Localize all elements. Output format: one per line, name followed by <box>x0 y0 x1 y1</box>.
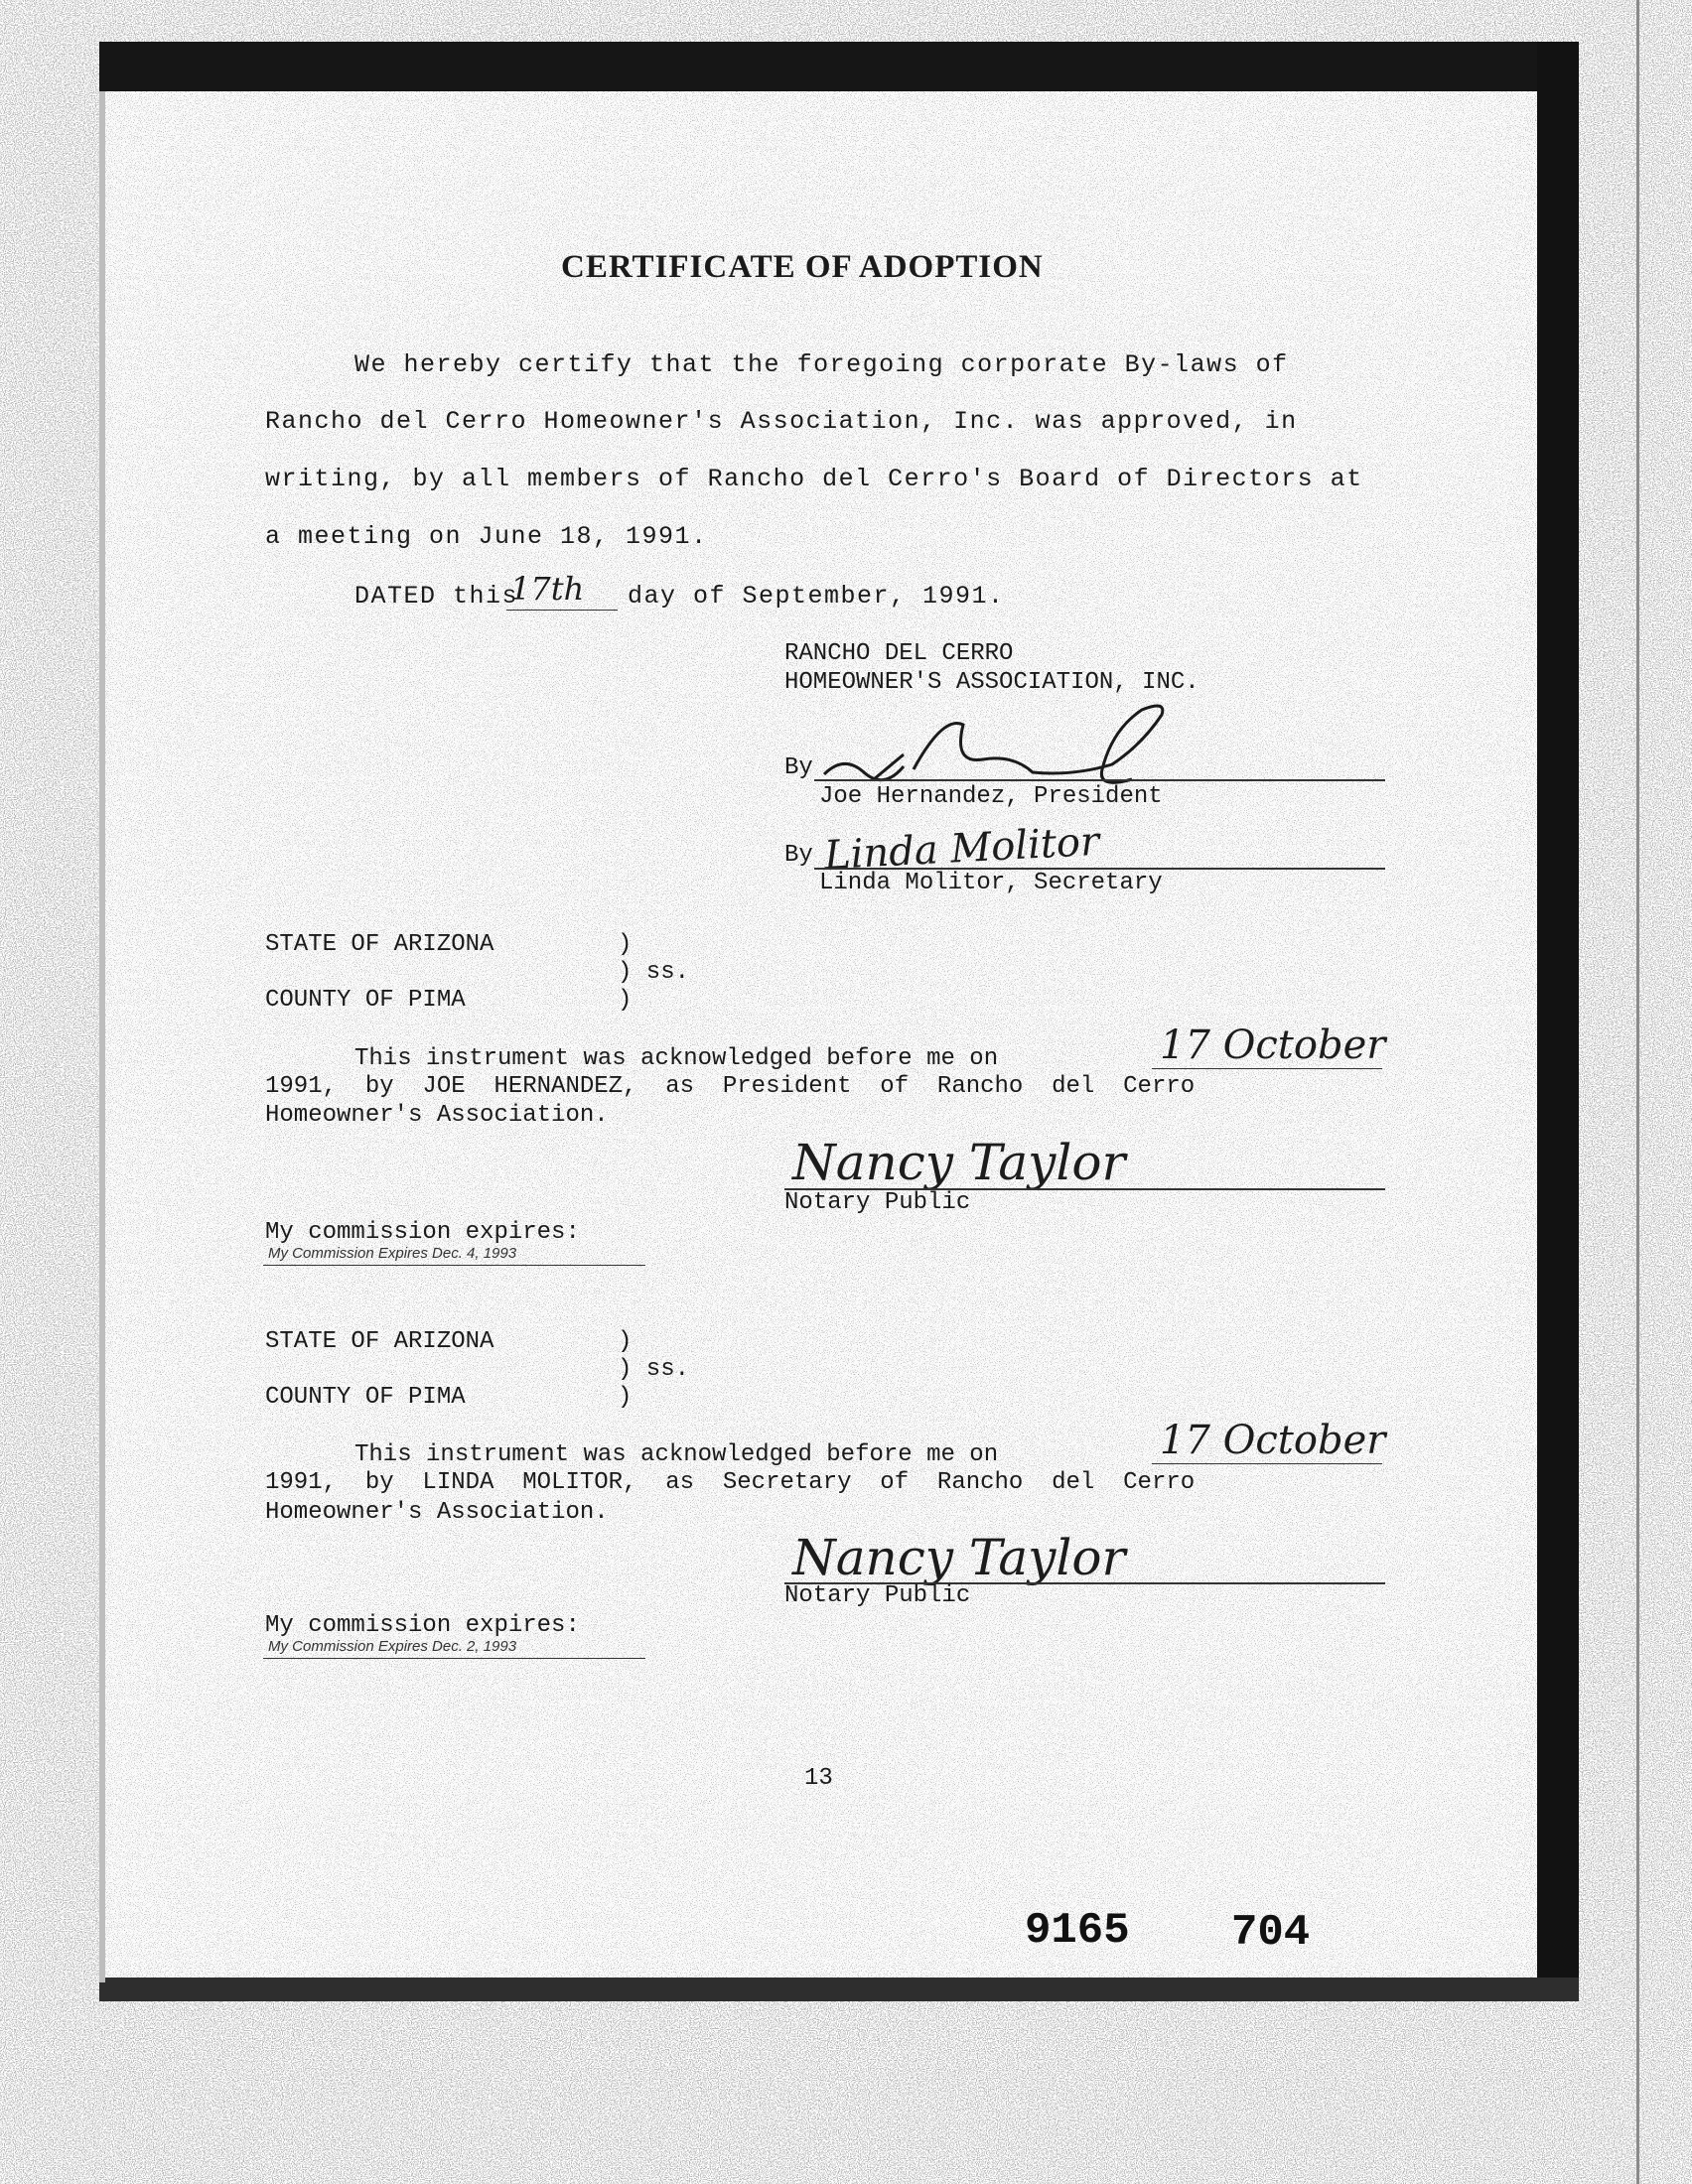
notary2-ack-line-2: 1991, by LINDA MOLITOR, as Secretary of Rancho del Cerro <box>265 1469 1196 1496</box>
body-line-4: a meeting on June 18, 1991. <box>265 522 708 551</box>
secretary-name: Linda Molitor, Secretary <box>819 870 1163 896</box>
body-line-1: We hereby certify that the foregoing corporate By-laws of <box>354 350 1289 379</box>
by-label-president: By <box>784 754 813 781</box>
scan-bottom-border <box>99 1978 1579 2001</box>
notary2-ack-line-3: Homeowner's Association. <box>265 1499 609 1526</box>
notary2-commission-line <box>263 1658 645 1659</box>
dated-prefix: DATED this <box>354 582 519 611</box>
scan-right-border <box>1537 42 1579 1985</box>
dated-day-underline <box>506 610 618 611</box>
notary2-ss: ) ss. <box>618 1356 690 1383</box>
notary2-commission-label: My commission expires: <box>265 1612 580 1639</box>
notary2-ack-prefix: This instrument was acknowledged before me on <box>354 1441 999 1468</box>
scan-top-border <box>99 42 1549 91</box>
body-line-3: writing, by all members of Rancho del Cerro's Board of Directors at <box>265 465 1363 493</box>
notary2-signature: Nancy Taylor <box>792 1529 1126 1586</box>
notary1-signature: Nancy Taylor <box>792 1134 1126 1191</box>
association-name-line-2: HOMEOWNER'S ASSOCIATION, INC. <box>784 669 1199 696</box>
secretary-signature: Linda Molitor <box>822 818 1101 880</box>
notary1-ack-line-3: Homeowner's Association. <box>265 1102 609 1129</box>
notary1-ss: ) ss. <box>618 959 690 986</box>
notary1-county: COUNTY OF PIMA <box>265 987 466 1014</box>
scan-left-edge <box>99 91 105 1982</box>
notary1-paren-top: ) <box>618 931 633 958</box>
notary2-paren-bottom: ) <box>618 1384 633 1411</box>
document-title: CERTIFICATE OF ADOPTION <box>561 249 1044 285</box>
notary1-commission-stamp: My Commission Expires Dec. 4, 1993 <box>268 1245 517 1262</box>
notary2-label: Notary Public <box>784 1582 971 1609</box>
notary2-ack-date-line <box>1152 1463 1382 1464</box>
docket-page: 704 <box>1231 1908 1311 1958</box>
president-signature-line <box>814 779 1385 781</box>
body-line-2: Rancho del Cerro Homeowner's Association, Inc. was approved, in <box>265 407 1298 436</box>
notary1-ack-line-2: 1991, by JOE HERNANDEZ, as President of Rancho del Cerro <box>265 1073 1196 1100</box>
notary2-county: COUNTY OF PIMA <box>265 1384 466 1411</box>
notary1-ack-date-line <box>1152 1068 1382 1069</box>
notary1-ack-prefix: This instrument was acknowledged before me on <box>354 1045 999 1072</box>
dated-day-handwritten: 17th <box>510 570 585 608</box>
notary1-ack-date: 17 October <box>1160 1023 1386 1068</box>
docket-number: 9165 <box>1025 1906 1130 1956</box>
president-name: Joe Hernandez, President <box>819 783 1163 810</box>
dated-suffix: day of September, 1991. <box>628 582 1005 611</box>
notary1-label: Notary Public <box>784 1189 971 1216</box>
notary2-paren-top: ) <box>618 1328 633 1355</box>
notary1-paren-bottom: ) <box>618 987 633 1014</box>
by-label-secretary: By <box>784 842 813 869</box>
page-number: 13 <box>804 1765 833 1792</box>
notary1-commission-label: My commission expires: <box>265 1219 580 1246</box>
notary2-ack-date: 17 October <box>1160 1418 1386 1463</box>
association-name-line-1: RANCHO DEL CERRO <box>784 640 1014 667</box>
notary1-commission-line <box>263 1265 645 1266</box>
notary2-state: STATE OF ARIZONA <box>265 1328 494 1355</box>
notary2-commission-stamp: My Commission Expires Dec. 2, 1993 <box>268 1638 517 1655</box>
notary1-state: STATE OF ARIZONA <box>265 931 494 958</box>
